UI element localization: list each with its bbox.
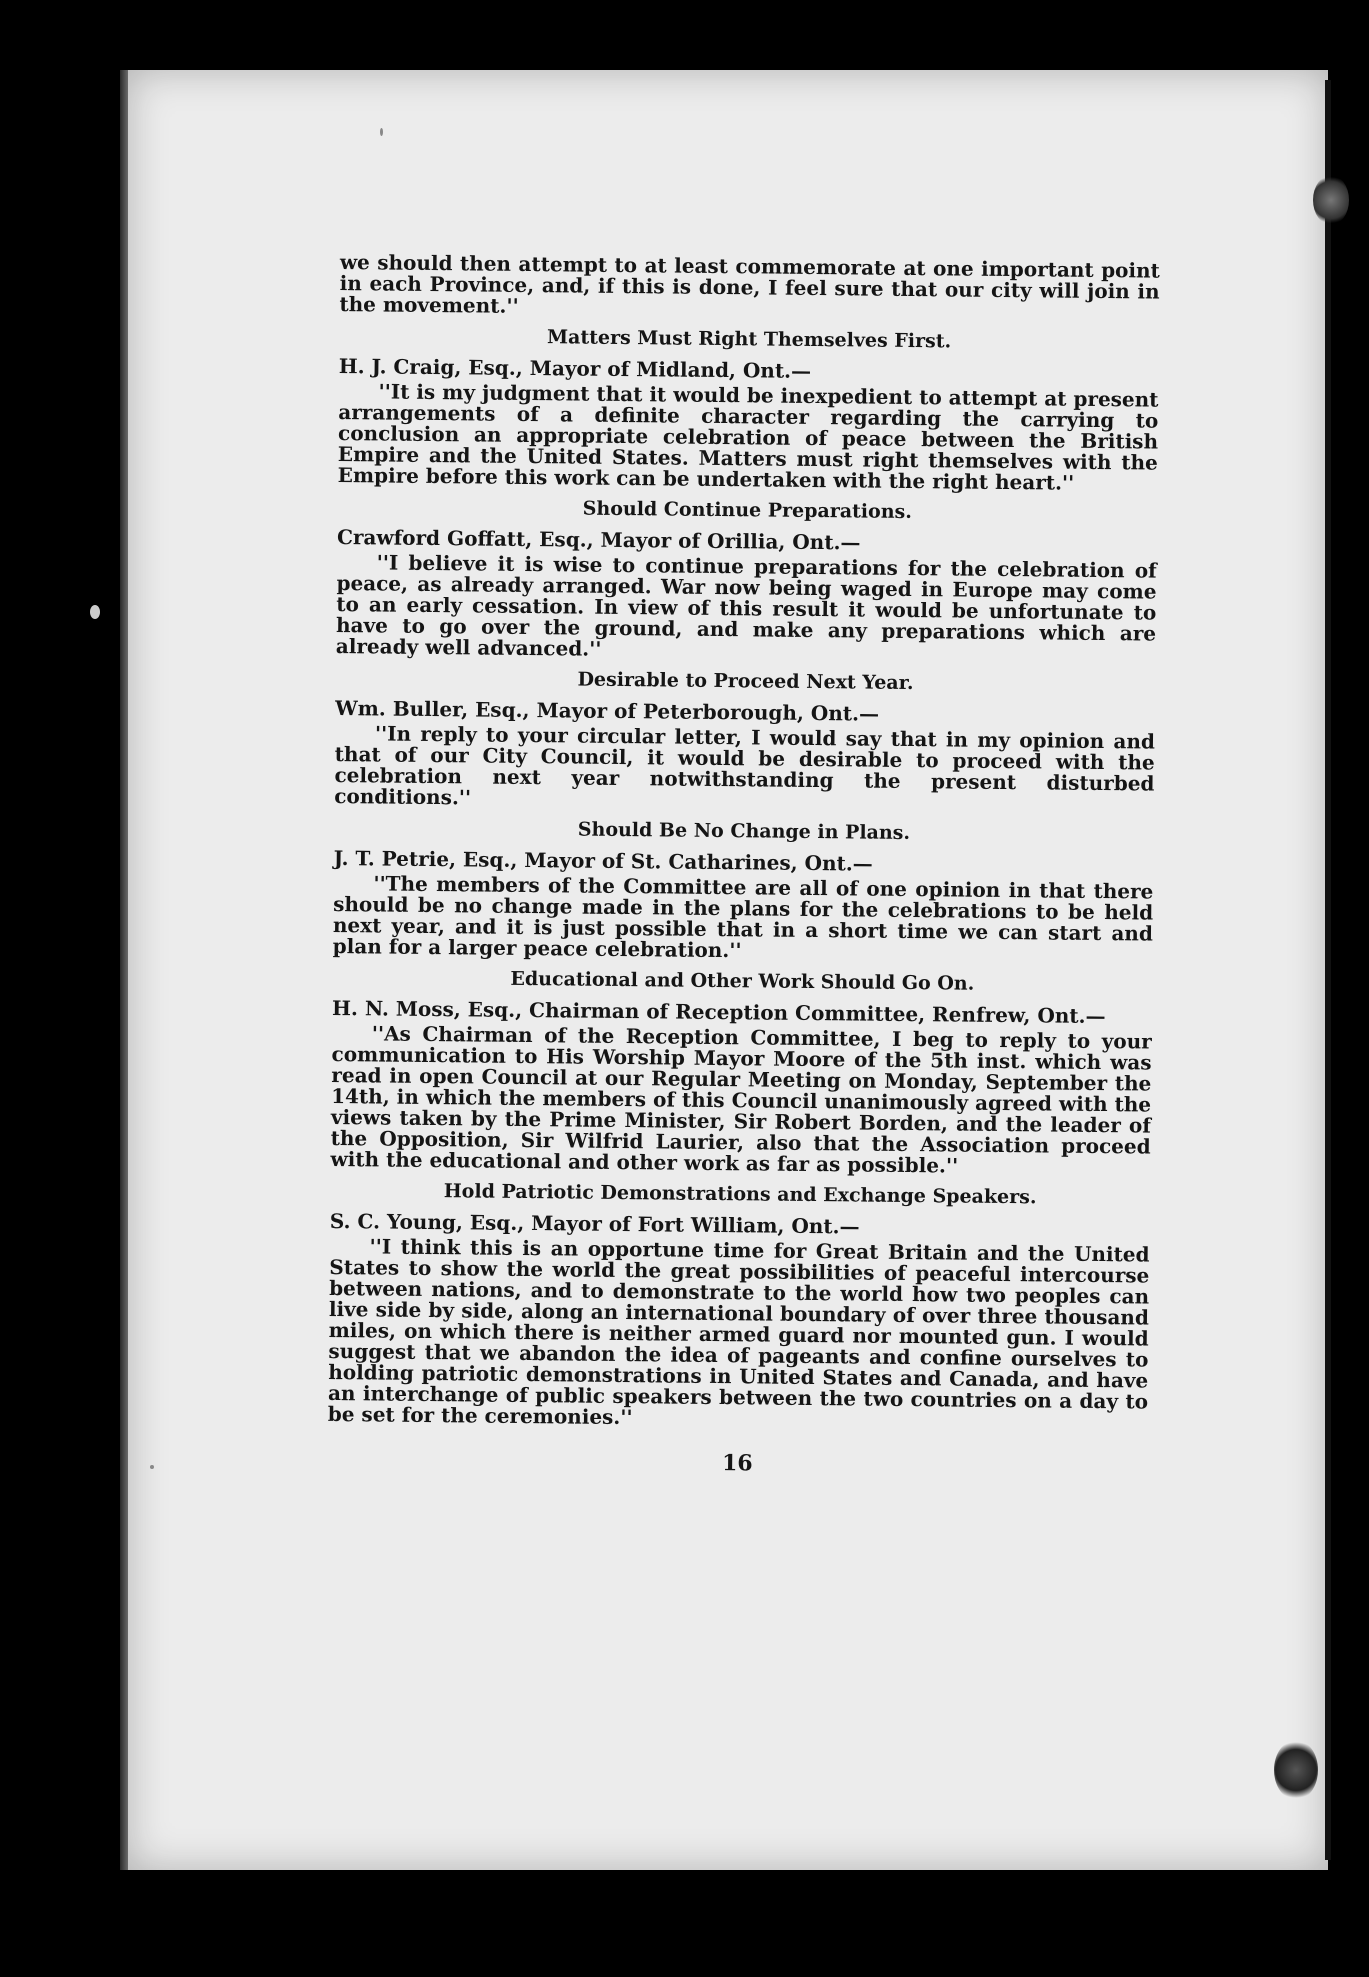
section-attribution: Crawford Goffatt, Esq., Mayor of Orillia, Ont.— [336,524,861,555]
scan-speck [380,128,383,136]
section-attribution: H. N. Moss, Esq., Chairman of Reception Committee, Renfrew, Ont.— [331,995,1106,1029]
binding-line [1325,80,1331,1860]
section-quote: ''It is my judgment that it would be inexpedient to attempt at present arrangements of a definite character regarding the carrying to conclusion an appropriate celebration of peace between the British Empire and the United States. Matters must right themselves with the Empire before this work can be undertaken with the right heart.'' [337,379,1159,495]
section-quote: ''The members of the Committee are all of one opinion in that there should be no change made in the plans for the celebrations to be held next year, and it is just possible that in a short time we can start and plan for a larger peace celebration.'' [332,871,1154,963]
section-heading: Should Continue Preparations. [582,497,913,524]
section-continue-preparations [336,496,1158,666]
section-heading: Should Be No Change in Plans. [577,818,911,845]
section-quote: ''I believe it is wise to continue preparations for the celebration of peace, as already arranged. War now being waged in Europe may come to an early cessation. In view of this result it would be unfortunate to have to go over the ground, and make any preparations which are already well advanced.'' [335,550,1157,661]
section-quote: ''I think this is an opportune time for Great Britain and the United States to show the world the great possibilities of peaceful intercourse between nations, and to demonstrate to the world how two peoples can live side by side, along an international boundary of over three thousand miles, on which there is neither armed guard nor mounted gun. I would suggest that we abandon the idea of pageants and confine ourselves to holding patriotic demonstrations in United States and Canada, and have an interchange of public speakers between the two countries on a day to be set for the ceremonies.'' [327,1234,1150,1430]
section-educational-work [330,967,1152,1179]
section-attribution: H. J. Craig, Esq., Mayor of Midland, Ont.— [338,353,812,383]
section-heading: Educational and Other Work Should Go On. [510,967,975,995]
section-no-change-in-plans [333,817,1154,966]
binding-blot-bottom [1274,1740,1318,1800]
scan-speck [90,605,100,619]
section-attribution: S. C. Young, Esq., Mayor of Fort William, Ont.— [329,1208,860,1239]
intro-paragraph: we should then attempt to at least commemorate at one important point in each Province, and, if this is done, I feel sure that our city will join in the movement.'' [339,250,1160,318]
section-heading: Desirable to Proceed Next Year. [577,668,914,695]
scan-speck [150,1465,154,1469]
section-heading: Hold Patriotic Demonstrations and Exchange Speakers. [443,1180,1037,1209]
section-quote: ''In reply to your circular letter, I would say that in my opinion and that of our City Council, it would be desirable to proceed with the celebration next year notwithstanding the present disturbed conditions.'' [334,721,1156,810]
section-attribution: Wm. Buller, Esq., Mayor of Peterborough, Ont.— [335,695,880,726]
section-heading: Matters Must Right Themselves First. [546,326,952,353]
document-body [327,252,1160,1501]
section-patriotic-demonstrations [328,1180,1151,1434]
binding-blot-top [1313,175,1349,225]
section-proceed-next-year [334,667,1155,816]
section-quote: ''As Chairman of the Reception Committee, I beg to reply to your communication to His Worship Mayor Moore of the 5th inst. which was read in open Council at our Regular Meeting on Monday, September the 14th, in which the members of this Council unanimously agreed with the views taken by the Prime Minister, Sir Robert Borden, and the leader of the Opposition, Sir Wilfrid Laurier, also that the Association proceed with the educational and other work as far as possible.'' [330,1021,1152,1178]
page-number: 16 [721,1450,753,1477]
section-matters-must-right [338,325,1160,495]
section-attribution: J. T. Petrie, Esq., Mayor of St. Catharines, Ont.— [333,845,873,876]
